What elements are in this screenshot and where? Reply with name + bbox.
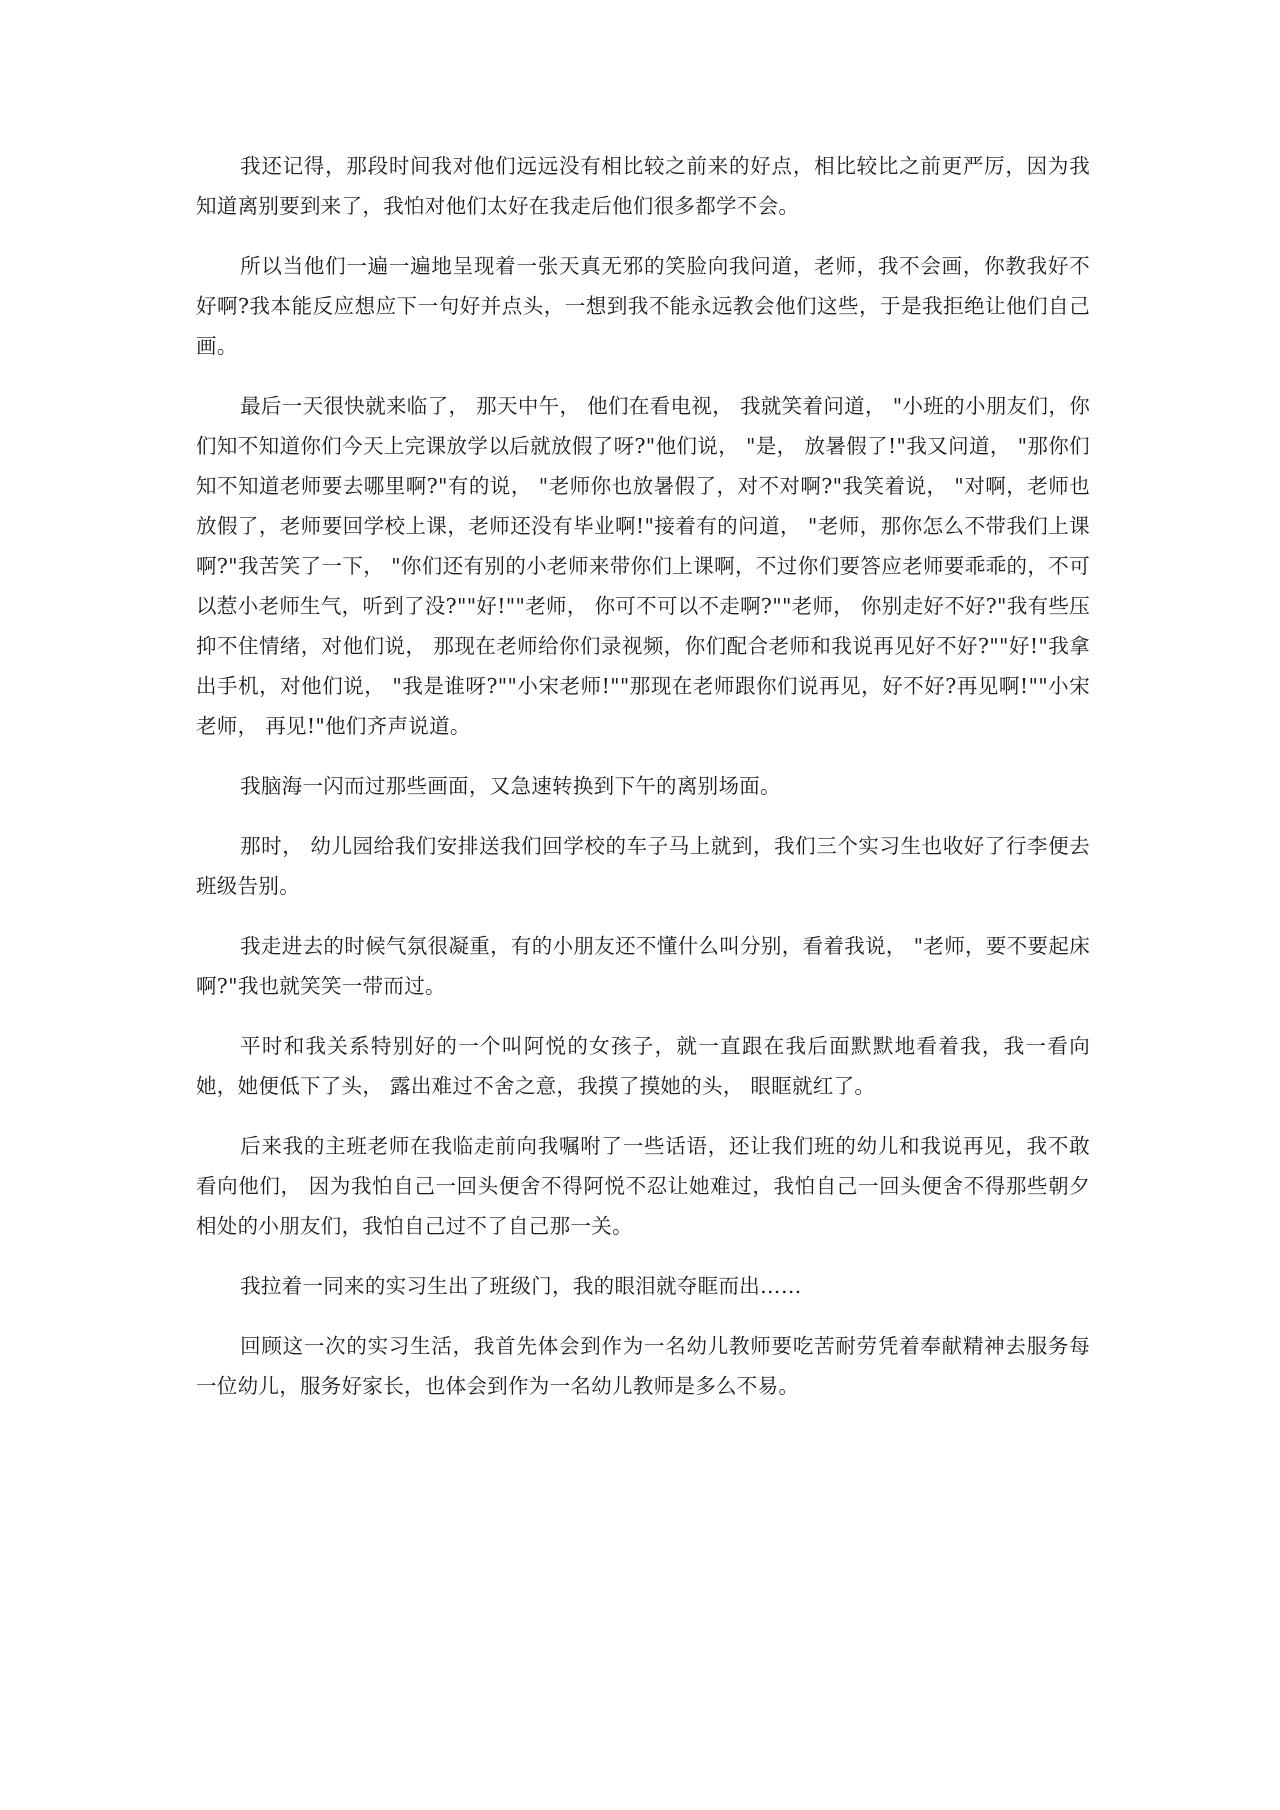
document-page <box>196 146 1090 1426</box>
paragraph: 回顾这一次的实习生活，我首先体会到作为一名幼儿教师要吃苦耐劳凭着奉献精神去服务每一位幼儿，服务好家长，也体会到作为一名幼儿教师是多么不易。 <box>196 1334 1090 1398</box>
paragraph: 我拉着一同来的实习生出了班级门，我的眼泪就夺眶而出…… <box>240 1274 802 1298</box>
paragraph: 我脑海一闪而过那些画面，又急速转换到下午的离别场面。 <box>240 774 781 798</box>
paragraph: 那时， 幼儿园给我们安排送我们回学校的车子马上就到，我们三个实习生也收好了行李便去班级告别。 <box>196 834 1090 898</box>
paragraph: 最后一天很快就来临了， 那天中午， 他们在看电视， 我就笑着问道， "小班的小朋友们，你们知不知道你们今天上完课放学以后就放假了呀?"他们说， "是， 放暑假了!"我又问道， "那你们知不知道老师要去哪里啊?"有的说， "老师你也放暑假了，对不对啊?"我笑着说， "对啊，老师也放假了，老师要回学校上课，老师还没有毕业啊!"接着有的问道， "老师，那你怎么不带我们上课啊?"我苦笑了一下， "你们还有别的小老师来带你们上课啊，不过你们要答应老师要乖乖的，不可以惹小老师生气，听到了没?""好!""老师， 你可不可以不走啊?""老师， 你别走好不好?"我有些压抑不住情绪，对他们说， 那现在老师给你们录视频，你们配合老师和我说再见好不好?""好!"我拿出手机，对他们说， "我是谁呀?""小宋老师!""那现在老师跟你们说再见，好不好?再见啊!""小宋老师， 再见!"他们齐声说道。 <box>196 394 1090 738</box>
paragraph: 所以当他们一遍一遍地呈现着一张天真无邪的笑脸向我问道，老师，我不会画，你教我好不好啊?我本能反应想应下一句好并点头，一想到我不能永远教会他们这些，于是我拒绝让他们自己画。 <box>196 254 1090 358</box>
paragraph: 平时和我关系特别好的一个叫阿悦的女孩子，就一直跟在我后面默默地看着我，我一看向她，她便低下了头， 露出难过不舍之意，我摸了摸她的头， 眼眶就红了。 <box>196 1034 1090 1098</box>
paragraph: 后来我的主班老师在我临走前向我嘱咐了一些话语，还让我们班的幼儿和我说再见，我不敢看向他们， 因为我怕自己一回头便舍不得阿悦不忍让她难过，我怕自己一回头便舍不得那些朝夕相处的小朋友们，我怕自己过不了自己那一关。 <box>196 1134 1090 1238</box>
paragraph: 我走进去的时候气氛很凝重，有的小朋友还不懂什么叫分别，看着我说， "老师，要不要起床啊?"我也就笑笑一带而过。 <box>196 934 1090 998</box>
paragraph: 我还记得，那段时间我对他们远远没有相比较之前来的好点，相比较比之前更严厉，因为我知道离别要到来了，我怕对他们太好在我走后他们很多都学不会。 <box>196 154 1090 218</box>
